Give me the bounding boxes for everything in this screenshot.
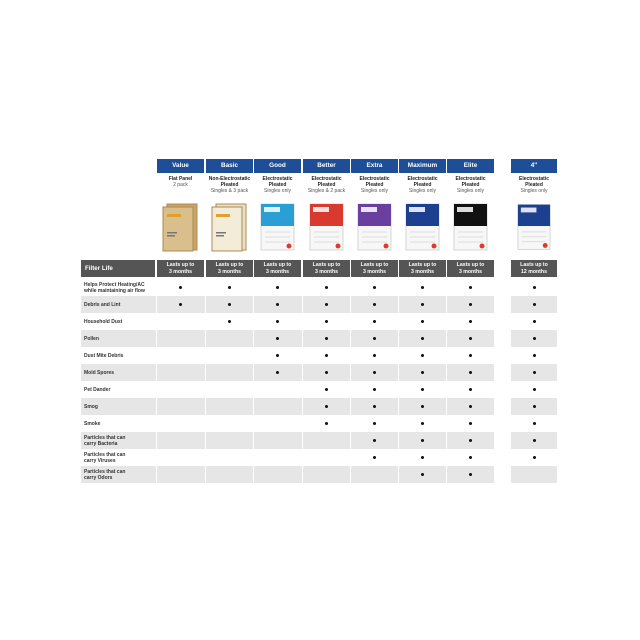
filter-life-line: 12 months (521, 268, 547, 275)
tier-type-line2: Pleated (220, 182, 239, 189)
filter-life-value (303, 260, 350, 277)
filter-life-text (409, 262, 437, 275)
check-dot (276, 337, 279, 340)
check-dot (276, 371, 279, 374)
check-dot (421, 303, 424, 306)
check-dot (276, 286, 279, 289)
column-separator (446, 279, 447, 483)
filter-product-image (162, 202, 199, 252)
check-dot (373, 337, 376, 340)
filter-life-line: 3 months (265, 268, 290, 275)
filter-life-line: Lasts up to (312, 262, 341, 269)
feature-label-text (84, 336, 99, 342)
tier-header: Elite (447, 159, 494, 173)
filter-life-text (264, 262, 292, 275)
check-dot (325, 320, 328, 323)
tier-type-line1: Electrostatic (407, 176, 438, 182)
filter-life-line: Lasts up to (263, 262, 292, 269)
tier-description (511, 176, 557, 195)
feature-label-text (84, 452, 125, 464)
filter-life-line: 3 months (168, 268, 193, 275)
check-dot (276, 354, 279, 357)
feature-label-line: Debris and Lint (84, 301, 121, 308)
feature-label-line: while maintaining air flow (84, 287, 145, 294)
feature-label-text (84, 421, 100, 427)
tier-type-line2: Pleated (317, 182, 336, 189)
check-dot (276, 303, 279, 306)
filter-life-line: Lasts up to (166, 262, 195, 269)
check-dot (469, 439, 472, 442)
tier-pack: Singles only (457, 188, 484, 195)
tier-header: Better (303, 159, 350, 173)
feature-label-line: Particles that can (84, 434, 126, 441)
check-dot (373, 456, 376, 459)
filter-life-line: Lasts up to (360, 262, 389, 269)
tier-header: Extra (351, 159, 398, 173)
check-dot (325, 422, 328, 425)
check-dot (325, 286, 328, 289)
filter-life-line: Lasts up to (408, 262, 437, 269)
check-dot (533, 286, 536, 289)
check-dot (325, 388, 328, 391)
filter-life-value (399, 260, 446, 277)
tier-pack: Singles only (361, 188, 388, 195)
tier-header: Good (254, 159, 301, 173)
check-dot (421, 456, 424, 459)
check-dot (179, 303, 182, 306)
tier-pack: Singles & 2 pack (307, 188, 346, 195)
feature-label-line: carry Viruses (84, 457, 116, 464)
filter-life-value (511, 260, 557, 277)
check-dot (533, 337, 536, 340)
filter-life-line: 3 months (314, 268, 339, 275)
check-dot (421, 337, 424, 340)
tier-type-line1: Electrostatic (311, 176, 342, 182)
feature-label-line: Pollen (84, 335, 100, 342)
tier-type-line2: Pleated (525, 182, 543, 189)
filter-life-line: 3 months (217, 268, 242, 275)
check-dot (533, 371, 536, 374)
check-dot (276, 320, 279, 323)
feature-label (84, 381, 156, 398)
filter-product-image (404, 202, 441, 252)
check-dot (533, 439, 536, 442)
tier-header: 4" (511, 159, 557, 173)
feature-label-line: Mold Spores (84, 369, 115, 376)
feature-label-text (84, 302, 120, 308)
check-dot (373, 405, 376, 408)
feature-label-line: Particles that can (84, 468, 126, 475)
feature-label-line: Household Dust (84, 318, 123, 325)
check-dot (469, 388, 472, 391)
filter-life-line: Lasts up to (520, 262, 548, 269)
tier-description (447, 176, 494, 195)
check-dot (469, 422, 472, 425)
filter-life-text (167, 262, 195, 275)
column-separator (350, 279, 351, 483)
check-dot (179, 286, 182, 289)
filter-product-image (259, 202, 296, 252)
check-dot (325, 354, 328, 357)
check-dot (421, 439, 424, 442)
check-dot (421, 473, 424, 476)
feature-label (84, 347, 156, 364)
tier-description (399, 176, 446, 195)
check-dot (373, 354, 376, 357)
feature-label-line: carry Odors (84, 474, 113, 481)
tier-header: Maximum (399, 159, 446, 173)
tier-header: Value (157, 159, 204, 173)
column-separator (398, 279, 399, 483)
filter-life-line: Lasts up to (456, 262, 485, 269)
tier-type-line1: Electrostatic (518, 176, 549, 182)
check-dot (325, 371, 328, 374)
feature-label-text (84, 319, 122, 325)
tier-pack: Singles only (264, 188, 291, 195)
filter-product-image (516, 202, 552, 252)
tier-type-line2: Pleated (365, 182, 384, 189)
feature-label-text (84, 370, 114, 376)
check-dot (533, 405, 536, 408)
check-dot (533, 303, 536, 306)
check-dot (469, 354, 472, 357)
tier-header: Basic (206, 159, 253, 173)
filter-life-text (216, 262, 244, 275)
check-dot (421, 320, 424, 323)
tier-description (303, 176, 350, 195)
feature-label-line: carry Bacteria (84, 440, 118, 447)
check-dot (373, 286, 376, 289)
check-dot (533, 320, 536, 323)
filter-life-line: Lasts up to (215, 262, 244, 269)
check-dot (533, 422, 536, 425)
check-dot (421, 388, 424, 391)
feature-label-text (84, 353, 123, 359)
tier-description (254, 176, 301, 195)
feature-label-text (84, 387, 110, 393)
check-dot (325, 303, 328, 306)
tier-type-line1: Electrostatic (359, 176, 390, 182)
tier-type-line2: Pleated (268, 182, 287, 189)
check-dot (469, 337, 472, 340)
column-separator (156, 279, 157, 483)
feature-label (84, 364, 156, 381)
filter-product-image (211, 202, 248, 252)
feature-label-text (84, 404, 98, 410)
feature-label-text (84, 435, 125, 447)
filter-life-value (206, 260, 253, 277)
check-dot (469, 286, 472, 289)
feature-label (84, 330, 156, 347)
feature-label-line: Helps Protect Heating/AC (84, 281, 145, 288)
filter-life-line: 3 months (362, 268, 387, 275)
check-dot (373, 422, 376, 425)
check-dot (373, 303, 376, 306)
check-dot (325, 405, 328, 408)
feature-label-line: Particles that can (84, 451, 126, 458)
check-dot (228, 320, 231, 323)
check-dot (533, 354, 536, 357)
check-dot (421, 354, 424, 357)
filter-life-text (520, 262, 548, 275)
check-dot (325, 337, 328, 340)
check-dot (228, 286, 231, 289)
feature-label-text (84, 469, 125, 481)
tier-type-line1: Electrostatic (262, 176, 293, 182)
column-separator (302, 279, 303, 483)
tier-type-line2: Pleated (461, 182, 480, 189)
check-dot (421, 405, 424, 408)
check-dot (469, 371, 472, 374)
filter-life-value (351, 260, 398, 277)
filter-life-value (254, 260, 301, 277)
check-dot (421, 422, 424, 425)
feature-label (84, 449, 156, 466)
check-dot (228, 303, 231, 306)
filter-life-line: 3 months (458, 268, 483, 275)
check-dot (533, 388, 536, 391)
row-shade (511, 466, 557, 483)
column-separator (253, 279, 254, 483)
feature-label (84, 466, 156, 483)
tier-type-line1: Flat Panel (168, 176, 193, 182)
feature-label-line: Dust Mite Debris (84, 352, 124, 359)
filter-product-image (452, 202, 489, 252)
feature-label-text (84, 282, 145, 294)
filter-life-text (457, 262, 485, 275)
tier-description (351, 176, 398, 195)
feature-label (84, 279, 156, 296)
check-dot (421, 371, 424, 374)
feature-label (84, 432, 156, 449)
tier-type-line1: Non-Electrostatic (208, 176, 251, 182)
filter-product-image (308, 202, 345, 252)
tier-type-line2: Pleated (413, 182, 432, 189)
feature-label-line: Pet Dander (84, 386, 111, 393)
feature-label (84, 398, 156, 415)
check-dot (421, 286, 424, 289)
tier-pack: 2 pack (173, 182, 188, 189)
check-dot (533, 456, 536, 459)
feature-label (84, 313, 156, 330)
filter-product-image (356, 202, 393, 252)
tier-description (206, 176, 253, 195)
filter-life-value (157, 260, 204, 277)
tier-type-line1: Electrostatic (455, 176, 486, 182)
tier-description (157, 176, 204, 188)
check-dot (469, 405, 472, 408)
check-dot (373, 320, 376, 323)
check-dot (469, 320, 472, 323)
tier-pack: Singles only (520, 188, 548, 195)
feature-label (84, 415, 156, 432)
check-dot (373, 439, 376, 442)
tier-pack: Singles only (409, 188, 436, 195)
filter-life-label: Filter Life (81, 260, 155, 277)
filter-life-text (313, 262, 341, 275)
column-separator (510, 279, 511, 483)
filter-life-value (447, 260, 494, 277)
column-separator (205, 279, 206, 483)
feature-label-line: Smoke (84, 420, 101, 427)
tier-pack: Singles & 3 pack (210, 188, 249, 195)
check-dot (469, 303, 472, 306)
feature-label (84, 296, 156, 313)
check-dot (373, 371, 376, 374)
check-dot (373, 388, 376, 391)
feature-label-line: Smog (84, 403, 98, 410)
check-dot (469, 473, 472, 476)
check-dot (469, 456, 472, 459)
filter-life-text (361, 262, 389, 275)
filter-life-line: 3 months (410, 268, 435, 275)
